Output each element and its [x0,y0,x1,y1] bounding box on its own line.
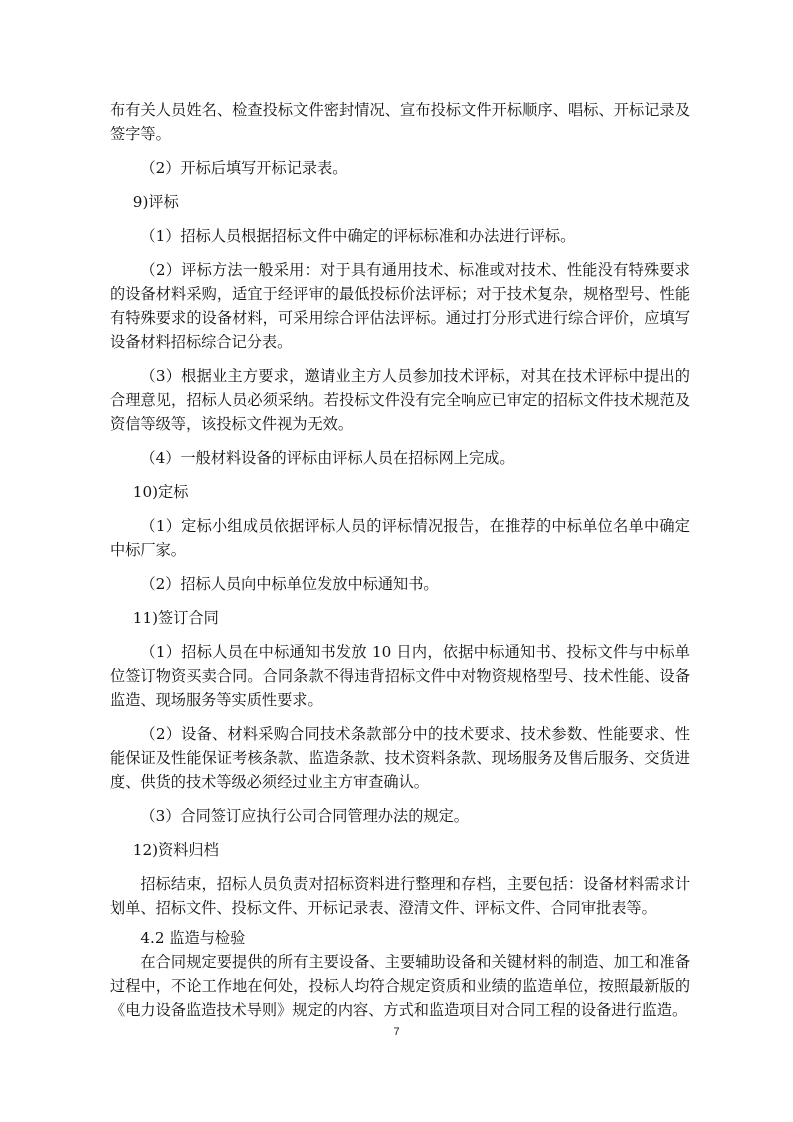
paragraph-evaluation-1: （1）招标人员根据招标文件中确定的评标标准和办法进行评标。 [140,227,576,245]
section-heading: 4.2 监造与检验 [140,929,246,947]
paragraph-award-2: （2）招标人员向中标单位发放中标通知书。 [140,575,439,593]
heading-archive: 12)资料归档 [132,841,219,859]
page-number: 7 [393,1026,400,1038]
paragraph-award-1: （1）定标小组成员依据评标人员的评标情况报告，在推荐的中标单位名单中确定中标厂家。 [110,517,690,559]
heading-contract: 11)签订合同 [132,609,219,627]
heading-award: 10)定标 [132,483,189,501]
paragraph-continued: 布有关人员姓名、检查投标文件密封情况、宣布投标文件开标顺序、唱标、开标记录及签字等。 [110,101,690,143]
paragraph-evaluation-4: （4）一般材料设备的评标由评标人员在招标网上完成。 [140,449,515,467]
paragraph-evaluation-2: （2）评标方法一般采用：对于具有通用技术、标准或对技术、性能没有特殊要求的设备材料采购，适宜于经评审的最低投标价法评标；对于技术复杂，规格型号、性能有特殊要求的设备材料，可采用综合评估法评标。通过打分形式进行综合评价，应填写设备材料招标综合记分表。 [110,261,690,351]
paragraph-contract-3: （3）合同签订应执行公司合同管理办法的规定。 [140,807,469,825]
paragraph-opening-record: （2）开标后填写开标记录表。 [140,159,348,177]
page-body [110,98,690,1032]
heading-evaluation: 9)评标 [132,193,179,211]
paragraph-contract-1: （1）招标人员在中标通知书发放 10 日内，依据中标通知书、投标文件与中标单位签订物资买卖合同。合同条款不得违背招标文件中对物资规格型号、技术性能、设备监造、现场服务等实质性要求。 [110,643,690,709]
section-body: 在合同规定要提供的所有主要设备、主要辅助设备和关键材料的制造、加工和准备过程中，不论工作地在何处，投标人均符合规定资质和业绩的监造单位，按照最新版的《电力设备监造技术导则》规定的内容、方式和监造项目对合同工程的设备进行监造。 [110,953,690,1019]
paragraph-contract-2: （2）设备、材料采购合同技术条款部分中的技术要求、技术参数、性能要求、性能保证及性能保证考核条款、监造条款、技术资料条款、现场服务及售后服务、交货进度、供货的技术等级必须经过业主方审查确认。 [110,725,690,791]
paragraph-archive: 招标结束，招标人员负责对招标资料进行整理和存档，主要包括：设备材料需求计划单、招标文件、投标文件、开标记录表、澄清文件、评标文件、合同审批表等。 [110,875,690,917]
paragraph-evaluation-3: （3）根据业主方要求，邀请业主方人员参加技术评标，对其在技术评标中提出的合理意见，招标人员必须采纳。若投标文件没有完全响应已审定的招标文件技术规范及资信等级等，该投标文件视为无效。 [110,367,690,433]
